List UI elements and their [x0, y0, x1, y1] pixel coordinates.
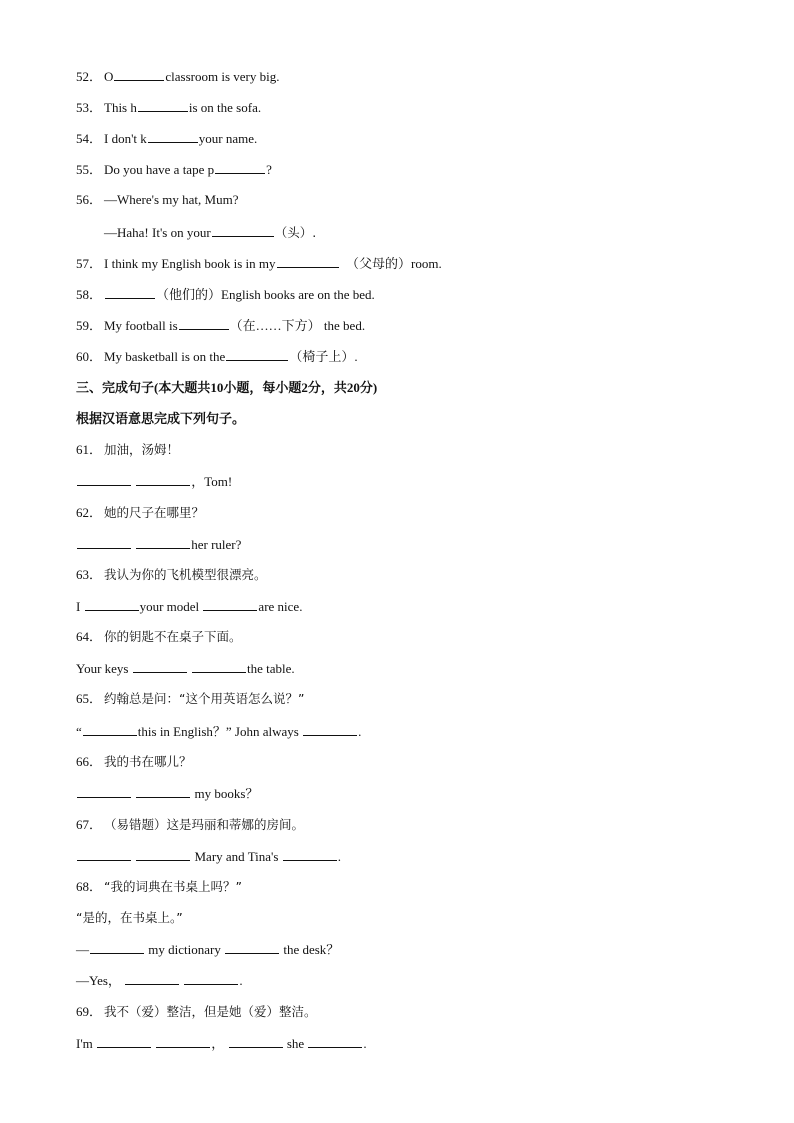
question-prompt: 你的钥匙不在桌子下面。	[104, 629, 242, 644]
question-63-answer	[76, 596, 754, 616]
answer-blank[interactable]	[308, 1033, 362, 1048]
answer-blank[interactable]	[77, 846, 131, 861]
question-text: your name.	[198, 131, 258, 146]
answer-text: my dictionary	[148, 942, 221, 957]
question-prompt: （易错题）这是玛丽和蒂娜的房间。	[104, 817, 305, 832]
answer-blank[interactable]	[114, 66, 164, 81]
question-text: Do you have a tape p	[104, 162, 215, 177]
answer-text: I'm	[76, 1036, 93, 1051]
section-title: 三、完成句子(本大题共10小题，每小题2分，共20分)	[76, 380, 378, 395]
question-prompt: “是的，在书桌上。”	[76, 910, 183, 925]
answer-blank[interactable]	[97, 1033, 151, 1048]
question-number: 64．	[76, 629, 103, 644]
question-56	[76, 190, 754, 210]
answer-text: “	[76, 724, 82, 739]
answer-text: are nice.	[258, 599, 303, 614]
question-text: （在……下方） the bed.	[229, 318, 366, 333]
question-65-answer	[76, 721, 754, 741]
question-69-prompt	[76, 1002, 754, 1022]
question-prompt: 我不（爱）整洁，但是她（爱）整洁。	[104, 1004, 317, 1019]
answer-blank[interactable]	[77, 783, 131, 798]
answer-blank[interactable]	[179, 315, 229, 330]
answer-text: .	[239, 973, 243, 988]
answer-text: —	[76, 942, 89, 957]
answer-text: .	[337, 849, 341, 864]
answer-text: the table.	[247, 661, 295, 676]
answer-blank[interactable]	[225, 939, 279, 954]
question-55	[76, 159, 754, 179]
answer-blank[interactable]	[184, 970, 238, 985]
question-number: 63．	[76, 567, 103, 582]
question-61-prompt	[76, 440, 754, 460]
question-68-answer-2	[76, 970, 754, 990]
answer-text: I	[76, 599, 81, 614]
answer-text: .	[363, 1036, 367, 1051]
question-number: 68．	[76, 879, 103, 894]
question-65-prompt	[76, 689, 754, 709]
question-text: My basketball is on the	[104, 349, 226, 364]
question-text: I don't k	[104, 131, 147, 146]
question-prompt: 加油，汤姆！	[104, 442, 180, 457]
question-text: is on the sofa.	[188, 100, 262, 115]
answer-blank[interactable]	[77, 534, 131, 549]
answer-text: the desk？	[283, 942, 340, 957]
question-number: 60．	[76, 349, 103, 364]
answer-text: she	[286, 1036, 305, 1051]
question-number: 62．	[76, 505, 103, 520]
question-number: 57．	[76, 256, 103, 271]
question-text: ?	[266, 162, 272, 177]
question-61-answer	[76, 471, 754, 491]
question-number: 53．	[76, 100, 103, 115]
question-number: 69．	[76, 1004, 103, 1019]
question-69-answer	[76, 1033, 754, 1053]
answer-blank[interactable]	[125, 970, 179, 985]
question-prompt: 我认为你的飞机模型很漂亮。	[104, 567, 267, 582]
question-54	[76, 128, 754, 148]
question-text: My football is	[104, 318, 178, 333]
answer-blank[interactable]	[85, 596, 139, 611]
question-prompt: 我的书在哪儿？	[104, 754, 192, 769]
answer-blank[interactable]	[105, 284, 155, 299]
answer-text: ，	[211, 1036, 225, 1051]
answer-blank[interactable]	[277, 253, 339, 268]
answer-tail: my books？	[194, 786, 259, 801]
question-56-response	[104, 222, 754, 242]
question-62-prompt	[76, 503, 754, 523]
section-instruction: 根据汉语意思完成下列句子。	[76, 411, 246, 426]
question-62-answer	[76, 534, 754, 554]
question-number: 55．	[76, 162, 103, 177]
answer-blank[interactable]	[133, 658, 187, 673]
answer-blank[interactable]	[136, 471, 190, 486]
answer-blank[interactable]	[303, 721, 357, 736]
answer-text: .	[358, 724, 362, 739]
answer-blank[interactable]	[148, 128, 198, 143]
answer-tail: her ruler?	[191, 537, 242, 552]
question-number: 59．	[76, 318, 103, 333]
question-number: 61．	[76, 442, 103, 457]
question-text: （椅子上）.	[289, 349, 358, 364]
answer-blank[interactable]	[77, 471, 131, 486]
question-58	[76, 284, 754, 304]
question-number: 66．	[76, 754, 103, 769]
question-prompt: 约翰总是问：“这个用英语怎么说？”	[104, 691, 305, 706]
answer-blank[interactable]	[156, 1033, 210, 1048]
question-text: This h	[104, 100, 137, 115]
question-66-prompt	[76, 752, 754, 772]
question-68-prompt	[76, 877, 754, 897]
question-66-answer	[76, 783, 754, 803]
answer-blank[interactable]	[212, 222, 274, 237]
question-64-answer	[76, 658, 754, 678]
answer-blank[interactable]	[90, 939, 144, 954]
question-text: classroom is very big.	[165, 69, 280, 84]
question-63-prompt	[76, 565, 754, 585]
answer-blank[interactable]	[203, 596, 257, 611]
question-67-prompt	[76, 815, 754, 835]
question-67-answer	[76, 846, 754, 866]
question-number: 65．	[76, 691, 103, 706]
answer-text: Mary and Tina's	[194, 849, 279, 864]
question-number: 56．	[76, 192, 103, 207]
question-60	[76, 346, 754, 366]
answer-blank[interactable]	[226, 346, 288, 361]
question-number: 67．	[76, 817, 103, 832]
question-number: 58．	[76, 287, 103, 302]
answer-blank[interactable]	[136, 534, 190, 549]
question-68-prompt-2	[76, 908, 754, 928]
answer-blank[interactable]	[192, 658, 246, 673]
question-text: I think my English book is in my	[104, 256, 276, 271]
question-59	[76, 315, 754, 335]
answer-text: your model	[139, 599, 200, 614]
question-text: —Haha! It's on your	[104, 225, 211, 240]
question-number: 54．	[76, 131, 103, 146]
answer-tail: ，Tom!	[191, 474, 233, 489]
question-68-answer-1	[76, 939, 754, 959]
question-number: 52．	[76, 69, 103, 84]
answer-blank[interactable]	[136, 846, 190, 861]
question-57	[76, 253, 754, 273]
answer-blank[interactable]	[136, 783, 190, 798]
question-text: —Where's my hat, Mum?	[104, 192, 239, 207]
question-hint: （父母的）room.	[346, 256, 442, 271]
question-64-prompt	[76, 627, 754, 647]
question-text: O	[104, 69, 114, 84]
question-text: （他们的）English books are on the bed.	[156, 287, 375, 302]
answer-blank[interactable]	[83, 721, 137, 736]
answer-blank[interactable]	[283, 846, 337, 861]
answer-blank[interactable]	[229, 1033, 283, 1048]
question-prompt: “我的词典在书桌上吗？”	[104, 879, 242, 894]
question-prompt: 她的尺子在哪里？	[104, 505, 205, 520]
question-52	[76, 66, 754, 86]
answer-text: this in English？” John always	[137, 724, 299, 739]
question-53	[76, 97, 754, 117]
answer-text: Your keys	[76, 661, 129, 676]
question-hint: （头）.	[274, 225, 317, 240]
answer-text: —Yes，	[76, 973, 121, 988]
answer-blank[interactable]	[138, 97, 188, 112]
answer-blank[interactable]	[215, 159, 265, 174]
